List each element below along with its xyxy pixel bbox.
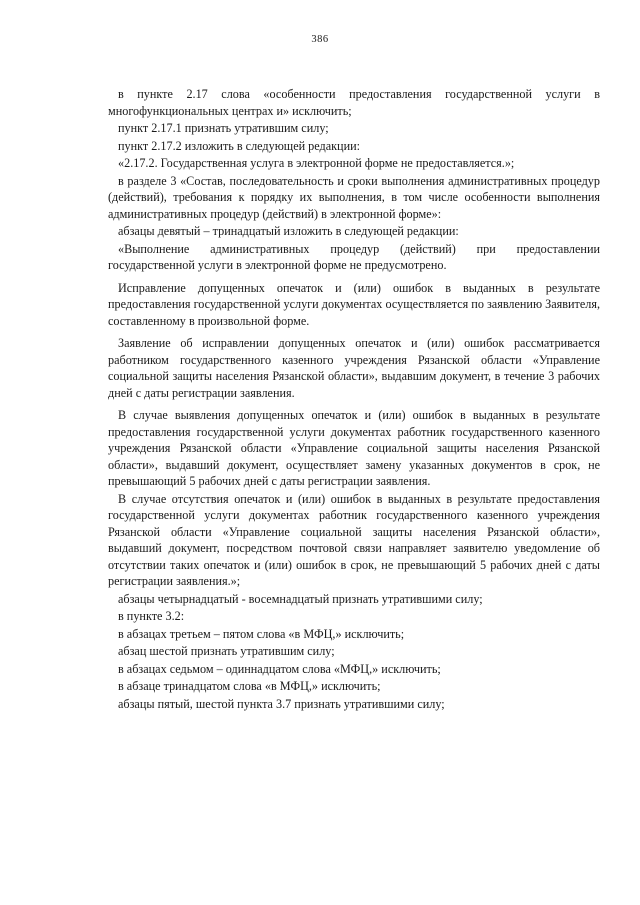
paragraph: «2.17.2. Государственная услуга в электронной форме не предоставляется.»; — [118, 156, 515, 170]
paragraph: пункт 2.17.1 признать утратившим силу; — [118, 121, 329, 135]
paragraph: в абзаце тринадцатом слова «в МФЦ,» исключить; — [118, 679, 381, 693]
paragraph: абзац шестой признать утратившим силу; — [118, 644, 335, 658]
paragraph: В случае отсутствия опечаток и (или) ошибок в выданных в результате предоставления государственной услуги документах работник государственного казенного учреждения Рязанской области «Управление социальной защиты населения Рязанской области», выдавший документ, посредством почтовой связи направляет заявителю уведомление об отсутствии таких опечаток и (или) ошибок в срок, не превышающий 5 рабочих дней с даты регистрации заявления.»; — [108, 491, 600, 588]
paragraph: абзацы пятый, шестой пункта 3.7 признать утратившими силу; — [118, 696, 445, 711]
paragraph: в абзацах седьмом – одиннадцатом слова «МФЦ,» исключить; — [118, 661, 441, 676]
document-body — [108, 86, 600, 713]
paragraph: абзацы четырнадцатый - восемнадцатый признать утратившими силу; — [118, 591, 483, 606]
paragraph: в разделе 3 «Состав, последовательность и сроки выполнения административных процедур (действий), требования к порядку их выполнения, в том числе особенности выполнения административных процедур (действий) в электронной форме»: — [108, 173, 600, 221]
page-number: 386 — [311, 34, 329, 45]
paragraph: Заявление об исправлении допущенных опечаток и (или) ошибок рассматривается работником государственного казенного учреждения Рязанской области «Управление социальной защиты населения Рязанской области», выдавшим документ, в течение 3 рабочих дней с даты регистрации заявления. — [108, 336, 600, 400]
paragraph: в пункте 3.2: — [118, 609, 185, 623]
paragraph: В случае выявления допущенных опечаток и (или) ошибок в выданных в результате предоставления государственной услуги документах работник государственного казенного учреждения Рязанской области «Управление социальной защиты населения Рязанской области», выдавший документ, осуществляет замену указанных документов в срок, не превышающий 5 рабочих дней с даты регистрации заявления. — [108, 408, 600, 488]
paragraph: пункт 2.17.2 изложить в следующей редакции: — [118, 138, 360, 153]
paragraph: «Выполнение административных процедур (действий) при предоставлении государственной услуги в электронной форме не предусмотрено. — [108, 241, 600, 272]
paragraph: в абзацах третьем – пятом слова «в МФЦ,» исключить; — [118, 626, 405, 641]
paragraph: в пункте 2.17 слова «особенности предоставления государственной услуги в многофункциональных центрах и» исключить; — [108, 87, 600, 118]
paragraph: Исправление допущенных опечаток и (или) ошибок в выданных в результате предоставления государственной услуги документах осуществляется по заявлению Заявителя, составленному в произвольной форме. — [108, 280, 600, 328]
paragraph: абзацы девятый – тринадцатый изложить в следующей редакции: — [118, 224, 459, 238]
